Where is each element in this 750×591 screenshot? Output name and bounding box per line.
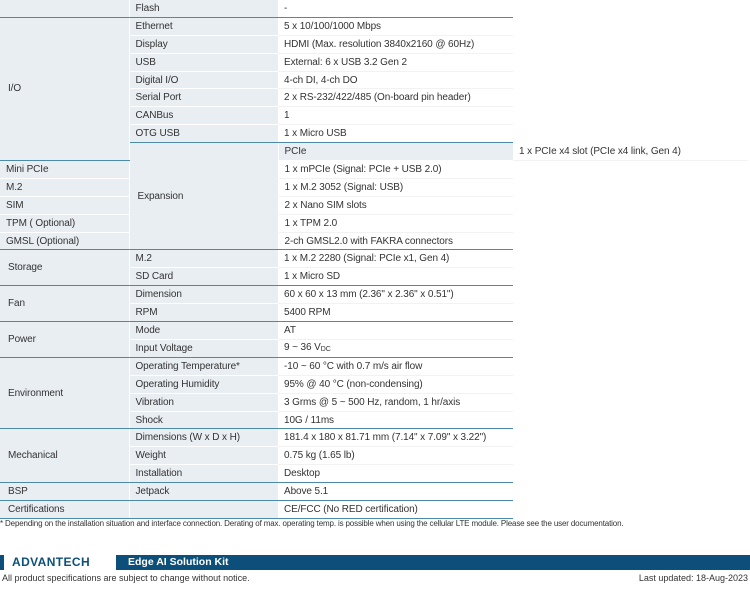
value-cell	[278, 53, 513, 71]
value-text: CE/FCC (No RED certification)	[284, 503, 418, 515]
brand-bar	[0, 555, 750, 570]
table-row	[0, 286, 748, 304]
item-cell: Weight	[129, 447, 278, 465]
disclaimer: All product specifications are subject to change without notice.	[2, 573, 250, 583]
item-cell	[129, 501, 278, 519]
item-cell: Dimension	[129, 286, 278, 304]
value-cell	[278, 0, 513, 17]
value-text: 1 x Micro USB	[284, 128, 347, 140]
item-cell: Shock	[129, 411, 278, 429]
table-row	[0, 17, 748, 35]
value-cell	[278, 71, 513, 89]
item-cell: RPM	[129, 304, 278, 322]
table-row	[0, 214, 748, 232]
table-row	[0, 232, 748, 250]
value-cell	[278, 161, 513, 179]
item-cell: Digital I/O	[129, 71, 278, 89]
last-updated: Last updated: 18-Aug-2023	[638, 573, 748, 583]
category-cell: Expansion	[129, 143, 278, 250]
table-row	[0, 357, 748, 375]
value-text: 5400 RPM	[284, 307, 331, 319]
category-cell: Mechanical	[0, 429, 129, 483]
value-text: 10G / 11ms	[284, 414, 334, 426]
item-cell: SIM	[0, 196, 129, 214]
value-text: -	[284, 2, 288, 14]
item-cell: Vibration	[129, 393, 278, 411]
value-text: 1	[284, 110, 290, 122]
value-text: 60 x 60 x 13 mm (2.36" x 2.36" x 0.51")	[284, 289, 454, 301]
value-cell	[278, 232, 513, 250]
value-text: AT	[284, 324, 296, 336]
item-cell: Mini PCIe	[0, 161, 129, 179]
value-cell	[278, 268, 513, 286]
value-cell	[278, 286, 513, 304]
item-cell: Operating Temperature*	[129, 357, 278, 375]
value-cell	[278, 357, 513, 375]
category-cell: BSP	[0, 483, 129, 501]
category-cell	[0, 0, 129, 17]
value-text: 1 x PCIe x4 slot (PCIe x4 link, Gen 4)	[519, 145, 681, 157]
item-cell: Input Voltage	[129, 339, 278, 357]
item-cell: Flash	[129, 0, 278, 17]
value-text: 4-ch DI, 4-ch DO	[284, 74, 358, 86]
value-text: 5 x 10/100/1000 Mbps	[284, 20, 381, 32]
item-cell: Installation	[129, 465, 278, 483]
value-text: 2-ch GMSL2.0 with FAKRA connectors	[284, 235, 453, 247]
value-cell	[278, 89, 513, 107]
footnote: * Depending on the installation situation and interface connection. Derating of max. operating temp. is possible when using the cellular LTE module. Please see the user documentation.	[0, 519, 624, 528]
table-row	[0, 178, 748, 196]
value-text: 2 x Nano SIM slots	[284, 199, 367, 211]
value-text: 9 ~ 36 V	[284, 341, 321, 353]
value-text: 1 x M.2 3052 (Signal: USB)	[284, 181, 404, 193]
value-cell	[278, 304, 513, 322]
table-row	[0, 161, 748, 179]
value-text: Desktop	[284, 468, 320, 480]
table-row	[0, 501, 748, 519]
value-text: External: 6 x USB 3.2 Gen 2	[284, 56, 407, 68]
value-cell	[278, 465, 513, 483]
category-cell: Power	[0, 322, 129, 358]
table-row	[0, 196, 748, 214]
value-text: 2 x RS-232/422/485 (On-board pin header)	[284, 92, 471, 104]
value-cell	[278, 483, 513, 501]
item-cell: Jetpack	[129, 483, 278, 501]
value-cell	[278, 322, 513, 340]
item-cell: TPM ( Optional)	[0, 214, 129, 232]
value-cell	[278, 196, 513, 214]
item-cell: USB	[129, 53, 278, 71]
value-cell	[278, 107, 513, 125]
value-cell	[278, 375, 513, 393]
value-text: 3 Grms @ 5 ~ 500 Hz, random, 1 hr/axis	[284, 396, 461, 408]
item-cell: Serial Port	[129, 89, 278, 107]
value-text: 181.4 x 180 x 81.71 mm (7.14" x 7.09" x 3.22")	[284, 432, 487, 444]
category-cell: Storage	[0, 250, 129, 286]
value-text: 0.75 kg (1.65 lb)	[284, 450, 355, 462]
item-cell: M.2	[0, 178, 129, 196]
value-cell	[278, 125, 513, 143]
value-cell	[278, 411, 513, 429]
value-cell	[278, 214, 513, 232]
item-cell: M.2	[129, 250, 278, 268]
value-text: 1 x TPM 2.0	[284, 217, 338, 229]
table-row	[0, 250, 748, 268]
category-cell: Environment	[0, 357, 129, 429]
value-text: Above 5.1	[284, 486, 329, 498]
table-row	[0, 322, 748, 340]
value-cell	[278, 178, 513, 196]
value-cell	[278, 447, 513, 465]
category-cell: Certifications	[0, 501, 129, 519]
item-cell: GMSL (Optional)	[0, 232, 129, 250]
item-cell: Mode	[129, 322, 278, 340]
table-row	[0, 429, 748, 447]
value-cell	[278, 393, 513, 411]
advantech-logo: ADVANTECH	[4, 555, 116, 570]
value-cell	[278, 501, 513, 519]
item-cell: CANBus	[129, 107, 278, 125]
value-cell	[278, 429, 513, 447]
item-cell: Dimensions (W x D x H)	[129, 429, 278, 447]
item-cell: Ethernet	[129, 17, 278, 35]
value-cell	[278, 17, 513, 35]
unit-subscript: DC	[320, 345, 331, 353]
value-cell	[278, 339, 513, 357]
item-cell: OTG USB	[129, 125, 278, 143]
item-cell: PCIe	[278, 143, 513, 161]
item-cell: Operating Humidity	[129, 375, 278, 393]
value-text: -10 ~ 60 °C with 0.7 m/s air flow	[284, 360, 423, 372]
value-text: 95% @ 40 °C (non-condensing)	[284, 378, 423, 390]
value-cell	[513, 143, 748, 161]
table-row	[0, 483, 748, 501]
value-text: HDMI (Max. resolution 3840x2160 @ 60Hz)	[284, 38, 475, 50]
value-text: 1 x mPCIe (Signal: PCIe + USB 2.0)	[284, 163, 442, 175]
value-cell	[278, 250, 513, 268]
value-text: 1 x M.2 2280 (Signal: PCIe x1, Gen 4)	[284, 253, 450, 265]
item-cell: Display	[129, 35, 278, 53]
category-cell: I/O	[0, 17, 129, 160]
category-cell: Fan	[0, 286, 129, 322]
value-text: 1 x Micro SD	[284, 271, 341, 283]
value-cell	[278, 35, 513, 53]
product-name: Edge AI Solution Kit	[128, 556, 229, 568]
table-row	[0, 0, 748, 17]
item-cell: SD Card	[129, 268, 278, 286]
